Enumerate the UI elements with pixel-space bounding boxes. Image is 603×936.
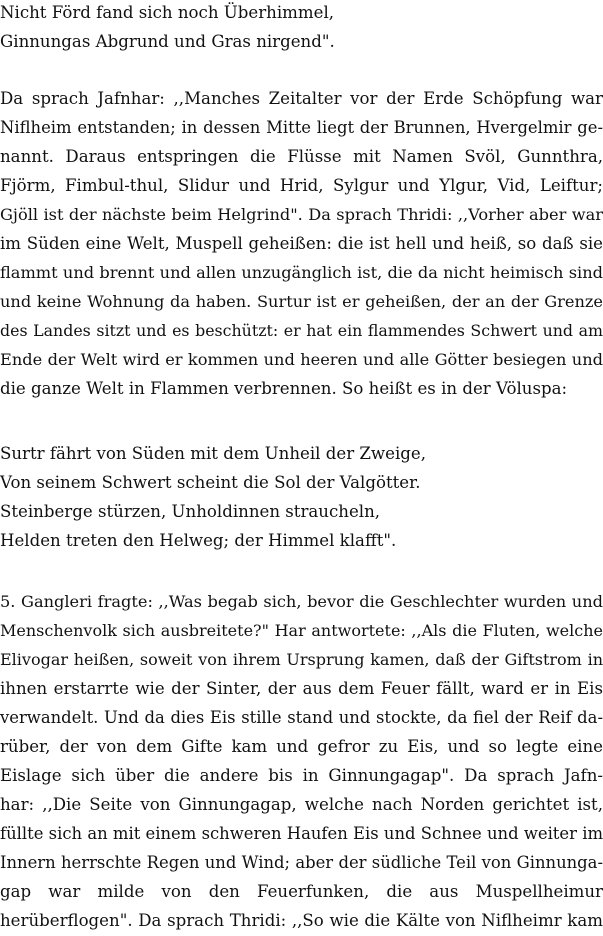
text-line: Niflheim entstanden; in dessen Mitte liegt der Brunnen, Hvergelmir ge- (0, 118, 603, 137)
text-line: die ganze Welt in Flammen verbrennen. So heißt es in der Völuspa: (0, 379, 568, 398)
text-line: Da sprach Jafnhar: ,,Manches Zeitalter vor der Erde Schöpfung war (0, 89, 603, 108)
text-line: Ende der Welt wird er kommen und heeren und alle Götter besiegen und (0, 350, 603, 369)
text-line: ihnen erstarrte wie der Sinter, der aus dem Feuer fällt, ward er in Eis (0, 679, 603, 698)
text-line: Elivogar heißen, soweit von ihrem Ursprung kamen, daß der Giftstrom in (0, 650, 603, 669)
text-line: Nicht Förd fand sich noch Überhimmel, (0, 3, 335, 22)
paragraph-jafnhar (0, 84, 603, 403)
text-line: 5. Gangleri fragte: ,,Was begab sich, bevor die Geschlechter wurden und (0, 592, 603, 611)
text-line: nannt. Daraus entspringen die Flüsse mit Namen Svöl, Gunnthra, (0, 147, 603, 166)
text-line: rüber, der von dem Gifte kam und gefror zu Eis, und so legte eine (0, 737, 603, 756)
text-line: des Landes sitzt und es beschützt: er hat ein flammendes Schwert und am (0, 321, 603, 340)
text-line: har: ,,Die Seite von Ginnungagap, welche nach Norden gerichtet ist, (0, 795, 603, 814)
text-line: Eislage sich über die andere bis in Ginnungagap". Da sprach Jafn- (0, 766, 603, 785)
text-line: Surtr fährt von Süden mit dem Unheil der Zweige, (0, 444, 426, 463)
verse-surtr (0, 439, 603, 555)
text-line: Innern herrschte Regen und Wind; aber der südliche Teil von Ginnunga- (0, 853, 603, 872)
text-line: und keine Wohnung da haben. Surtur ist er geheißen, der an der Grenze (0, 292, 603, 311)
text-line: gap war milde von den Feuerfunken, die aus Muspellheimur (0, 882, 603, 901)
text-line: flammt und brennt und allen unzugänglich ist, die da nicht heimisch sind (0, 263, 603, 282)
text-line: füllte sich an mit einem schweren Haufen Eis und Schnee und weiter im (0, 824, 603, 843)
text-line: Fjörm, Fimbul-thul, Slidur und Hrid, Sylgur und Ylgur, Vid, Leiftur; (0, 176, 603, 195)
text-line: Menschenvolk sich ausbreitete?" Har antwortete: ,,Als die Fluten, welche (0, 621, 603, 640)
text-line: Gjöll ist der nächste beim Helgrind". Da sprach Thridi: ,,Vorher aber war (0, 205, 603, 224)
text-line: Steinberge stürzen, Unholdinnen straucheln, (0, 502, 381, 521)
text-line: verwandelt. Und da dies Eis stille stand und stockte, da fiel der Reif da- (0, 708, 603, 727)
text-line: Von seinem Schwert scheint die Sol der Valgötter. (0, 473, 421, 492)
verse-top (0, 0, 603, 56)
text-line: herüberflogen". Da sprach Thridi: ,,So wie die Kälte von Niflheimr kam (0, 911, 603, 930)
text-line: im Süden eine Welt, Muspell geheißen: die ist hell und heiß, so daß sie (0, 234, 603, 253)
paragraph-gangleri (0, 587, 603, 935)
text-line: Ginnungas Abgrund und Gras nirgend". (0, 32, 335, 51)
text-line: Helden treten den Helweg; der Himmel klafft". (0, 531, 397, 550)
